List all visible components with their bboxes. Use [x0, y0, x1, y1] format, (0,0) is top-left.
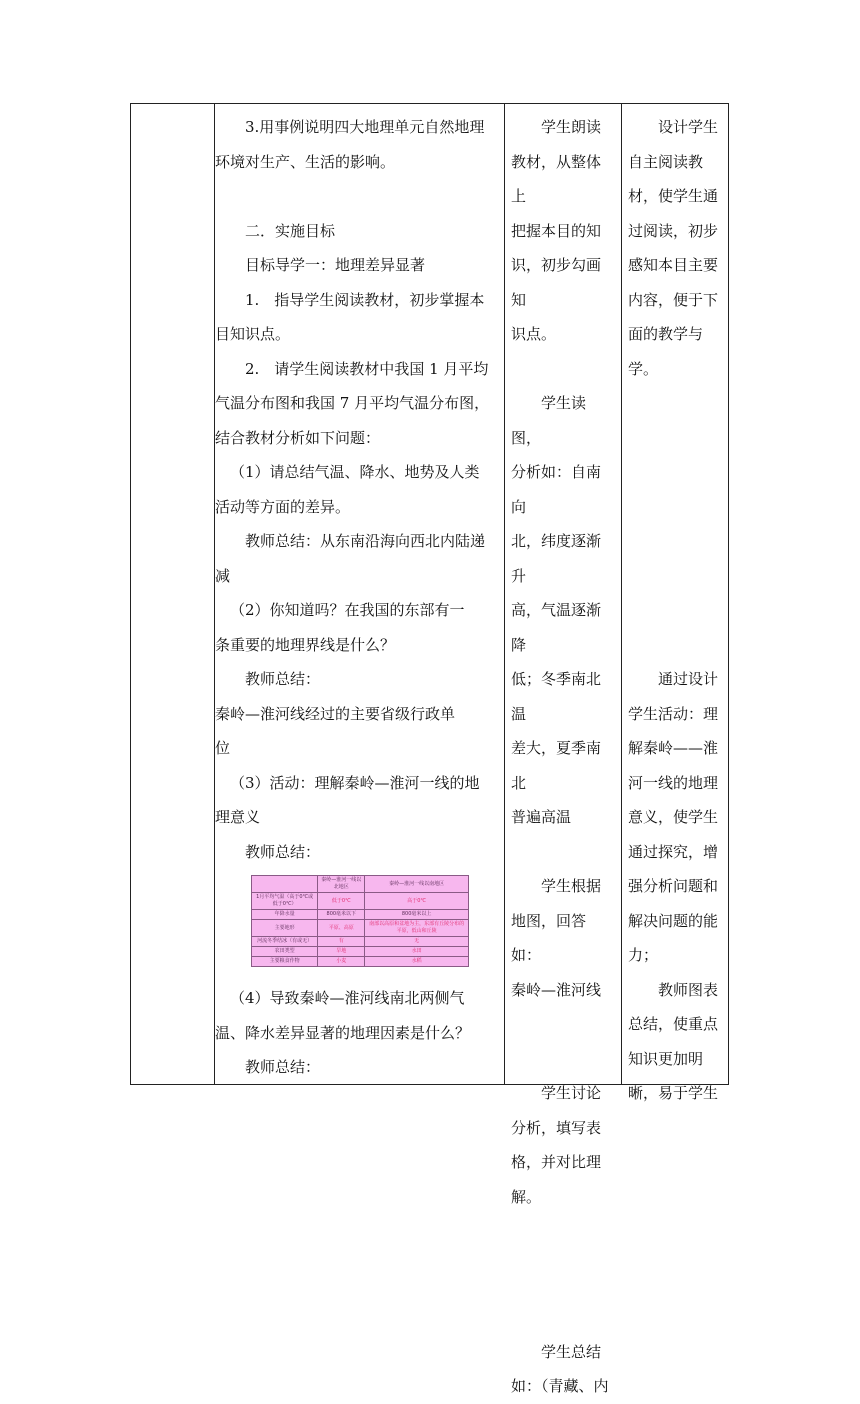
text-line: 分析，填写表 — [511, 1118, 602, 1137]
text-line: 目知识点。 — [215, 325, 291, 343]
column-divider — [621, 104, 622, 1084]
table-cell: 农田类型 — [252, 947, 318, 957]
text-line: 减 — [215, 566, 231, 585]
text-line: 教师图表 — [658, 980, 719, 999]
table-row — [252, 920, 469, 937]
text-line: 活动等方面的差异。 — [215, 497, 351, 516]
table-cell: 主要粮食作物 — [252, 957, 318, 967]
table-cell: 南部以高原和盆地为主，东部有丘陵分布的平原，低山和丘陵 — [365, 920, 469, 937]
text-line: 目标导学一：地理差异显著 — [245, 256, 426, 274]
text-line: 感知本目主要 — [628, 256, 719, 274]
text-line: 环境对生产、生活的影响。 — [215, 152, 396, 171]
text-line: 北，纬度逐渐升 — [511, 532, 602, 585]
text-line: 教材，从整体上 — [511, 152, 602, 205]
table-row — [252, 937, 469, 947]
text-line: 学生根据 — [541, 877, 602, 895]
text-line: 格，并对比理 — [511, 1153, 602, 1171]
text-line: 材，使学生通 — [628, 187, 719, 205]
text-line: 学生总结 — [541, 1342, 602, 1361]
design-intent-column — [628, 110, 728, 1111]
text-line: 教师总结： — [245, 670, 321, 688]
text-line: 低；冬季南北温 — [511, 670, 602, 723]
text-line: 学生讨论 — [541, 1084, 602, 1102]
table-header-cell: 秦岭—淮河一线以南地区 — [365, 876, 469, 893]
text-line: 自主阅读教 — [628, 152, 704, 171]
table-cell: 有 — [318, 937, 365, 947]
text-line: 2. 请学生阅读教材中我国 1 月平均 — [245, 359, 489, 378]
text-line: （1）请总结气温、降水、地势及人类 — [230, 463, 480, 481]
text-line: 结合教材分析如下问题： — [215, 428, 381, 447]
text-line: 理意义 — [215, 808, 261, 826]
table-cell: 主要地形 — [252, 920, 318, 937]
section-heading: 二．实施目标 — [245, 221, 336, 240]
text-line: 差大，夏季南北 — [511, 739, 602, 792]
table-row — [252, 910, 469, 920]
text-line: 识，初步勾画知 — [511, 256, 602, 309]
column-divider — [504, 104, 505, 1084]
table-row — [252, 957, 469, 967]
text-line: （2）你知道吗？在我国的东部有一 — [230, 601, 465, 619]
text-line: （3）活动：理解秦岭—淮河一线的地 — [230, 773, 480, 792]
text-line: 过阅读，初步 — [628, 221, 719, 240]
text-line: （4）导致秦岭—淮河线南北两侧气 — [230, 989, 465, 1007]
table-cell: 旱地 — [318, 947, 365, 957]
text-line: 温、降水差异显著的地理因素是什么？ — [215, 1023, 471, 1042]
table-cell: 800毫米以下 — [318, 910, 365, 920]
text-line: 面的教学与 — [628, 325, 704, 343]
lesson-table — [130, 103, 729, 1395]
text-line: 如：（青藏、内 — [511, 1377, 609, 1395]
text-line: 秦岭—淮河线 — [511, 980, 602, 999]
text-line: 设计学生 — [658, 118, 719, 136]
text-line: 学。 — [628, 359, 659, 378]
text-line: 力； — [628, 946, 659, 964]
table-cell: 年降水量 — [252, 910, 318, 920]
text-line: 学生读图， — [511, 394, 587, 447]
text-line: 通过设计 — [658, 670, 719, 688]
text-line: 把握本目的知 — [511, 221, 602, 240]
text-line: 秦岭—淮河线经过的主要省级行政单 — [215, 704, 456, 723]
text-line: 普遍高温 — [511, 808, 572, 826]
text-line: 识点。 — [511, 325, 557, 343]
text-line: 气温分布图和我国 7 月平均气温分布图， — [215, 394, 490, 412]
text-line: 知识更加明 — [628, 1049, 704, 1068]
table-cell: 高于0℃ — [365, 893, 469, 910]
text-line: 解决问题的能 — [628, 911, 719, 930]
text-line: 位 — [215, 739, 231, 757]
text-line: 学生活动：理 — [628, 704, 719, 723]
text-line: 分析如：自南向 — [511, 463, 602, 516]
table-cell: 800毫米以上 — [365, 910, 469, 920]
table-row — [252, 893, 469, 910]
student-activity-column — [511, 110, 614, 1404]
text-line: 内容，便于下 — [628, 290, 719, 309]
table-cell: 1月平均气温（高于0℃或低于0℃） — [252, 893, 318, 910]
text-line: 教师总结： — [245, 1058, 321, 1076]
table-header-cell: 秦岭—淮河一线以北地区 — [318, 876, 365, 893]
text-line: 学生朗读 — [541, 118, 602, 136]
qinling-huaihe-comparison-image — [251, 875, 469, 967]
text-line: 条重要的地理界线是什么？ — [215, 635, 396, 654]
teacher-activity-column — [215, 110, 500, 1085]
text-line: 教师总结： — [245, 842, 321, 861]
text-line: 解。 — [511, 1187, 542, 1206]
table-header-cell — [252, 876, 318, 893]
table-cell: 水稻 — [365, 957, 469, 967]
text-line: 地图，回答如： — [511, 911, 587, 964]
table-cell: 无 — [365, 937, 469, 947]
text-line: 晰，易于学生 — [628, 1084, 719, 1102]
table-cell: 低于0℃ — [318, 893, 365, 910]
text-line: 意义，使学生 — [628, 808, 719, 826]
text-line: 总结，使重点 — [628, 1015, 719, 1033]
table-row — [252, 947, 469, 957]
table-cell: 小麦 — [318, 957, 365, 967]
text-line: 通过探究，增 — [628, 842, 719, 861]
text-line: 高，气温逐渐降 — [511, 601, 602, 654]
text-line: 3.用事例说明四大地理单元自然地理 — [245, 118, 485, 136]
text-line: 解秦岭——淮 — [628, 739, 719, 757]
text-line: 1. 指导学生阅读教材，初步掌握本 — [245, 290, 485, 309]
text-line: 教师总结：从东南沿海向西北内陆递 — [245, 532, 486, 550]
text-line: 河一线的地理 — [628, 773, 719, 792]
table-cell: 河流冬季结冰（有或无） — [252, 937, 318, 947]
table-cell: 平原、高原 — [318, 920, 365, 937]
table-cell: 水田 — [365, 947, 469, 957]
text-line: 强分析问题和 — [628, 877, 719, 895]
